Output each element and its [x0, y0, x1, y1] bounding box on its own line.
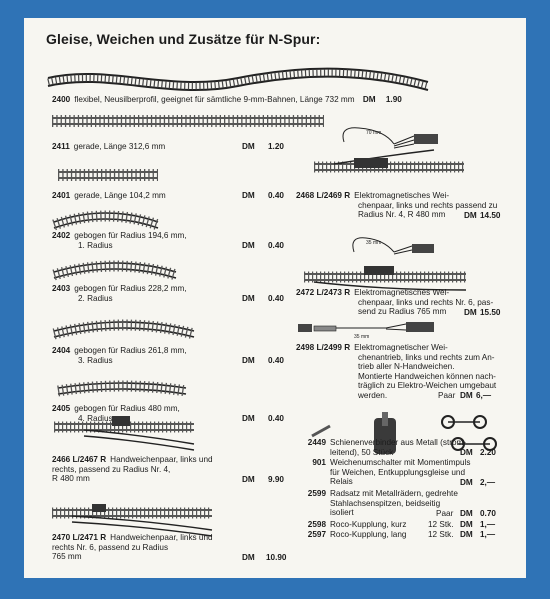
entry-price: 0.70	[480, 509, 496, 518]
entry-2449	[302, 438, 506, 457]
entry-unit: Paar	[436, 509, 454, 518]
cable-length-label-a: 70 mm	[366, 130, 382, 136]
entry-text: gerade, Länge 312,6 mm	[73, 142, 166, 151]
entry-currency: DM	[464, 308, 477, 317]
entry-text: chenpaar, links und rechts passend zu	[358, 200, 498, 210]
entry-2400	[52, 95, 512, 105]
entry-text: 3. Radius	[78, 355, 113, 365]
entry-2498-2499	[296, 343, 506, 401]
entry-price: 2,—	[480, 478, 496, 487]
entry-number: 2598	[307, 520, 326, 529]
entry-currency: DM	[242, 475, 255, 484]
entry-currency: DM	[460, 478, 473, 487]
entry-price: 9.90	[268, 475, 284, 484]
entry-text: Roco-Kupplung, kurz	[330, 520, 407, 529]
entry-2468-2469	[296, 191, 506, 220]
entry-number: 2599	[307, 489, 326, 498]
entry-number: 2498 L/2499 R	[296, 343, 351, 352]
entry-currency: DM	[460, 391, 473, 400]
entry-text: Weichenumschalter mit Momentimpuls	[330, 458, 471, 467]
entry-number: 2405	[52, 404, 71, 413]
entry-number: 2449	[307, 438, 326, 447]
entry-2401	[52, 191, 292, 201]
entry-currency: DM	[242, 414, 255, 423]
entry-number: 2597	[307, 530, 326, 539]
entry-text: gebogen für Radius 480 mm,	[74, 404, 180, 413]
entry-901	[302, 458, 506, 487]
entry-text: flexibel, Neusilberprofil, geeignet für sämtliche 9-mm-Bahnen, Länge 732 mm	[74, 95, 355, 104]
entry-text: chenpaar, links und rechts Nr. 6, pas-	[358, 297, 494, 307]
straight-track-short-image	[58, 168, 158, 182]
entry-currency: DM	[242, 191, 255, 200]
entry-text: Elektromagnetischer Wei-	[354, 343, 448, 352]
entry-number: 2466 L/2467 R	[52, 455, 107, 464]
entry-currency: DM	[460, 530, 473, 539]
turnout-motor-image	[296, 318, 446, 342]
entry-currency: DM	[242, 241, 255, 250]
entry-currency: DM	[460, 509, 473, 518]
entry-text: 2. Radius	[78, 293, 113, 303]
entry-text: Handweichenpaar, links und	[110, 533, 213, 542]
entry-2411	[52, 142, 292, 152]
entry-currency: DM	[242, 142, 255, 151]
entry-currency: DM	[460, 520, 473, 529]
entry-currency: DM	[242, 553, 255, 562]
entry-number: 2401	[52, 191, 71, 200]
entry-price: 0.40	[268, 356, 284, 365]
entry-price: 2.20	[480, 448, 496, 457]
entry-price: 1.90	[385, 95, 402, 104]
entry-text: trieb aller N-Handweichen.	[358, 362, 455, 372]
entry-price: 1.20	[268, 142, 284, 151]
entry-text: Radsatz mit Metallrädern, gedrehte	[330, 489, 458, 498]
entry-text: gebogen für Radius 228,2 mm,	[74, 284, 187, 293]
entry-2466-2467	[52, 455, 292, 484]
entry-text: Montierte Handweichen können nach-	[358, 371, 496, 381]
entry-number: 901	[312, 458, 326, 467]
entry-text: 1. Radius	[78, 240, 113, 250]
straight-track-long-image	[52, 114, 324, 128]
entry-number: 2404	[52, 346, 71, 355]
entry-text: Handweichenpaar, links und	[110, 455, 213, 464]
entry-text: 765 mm	[52, 552, 82, 562]
cable-length-label-c: 35 mm	[354, 334, 370, 340]
entry-text: Elektromagnetisches Wei-	[354, 288, 450, 297]
entry-number: 2468 L/2469 R	[296, 191, 351, 200]
entry-number: 2472 L/2473 R	[296, 288, 351, 297]
entry-currency: DM	[242, 294, 255, 303]
curved-track-r3-image	[54, 315, 194, 335]
curved-track-r4-image	[58, 376, 186, 392]
entry-price: 0.40	[268, 414, 284, 423]
flex-track-image	[48, 64, 428, 98]
entry-text: Elektromagnetisches Wei-	[354, 191, 450, 200]
entry-text: gebogen für Radius 194,6 mm,	[74, 231, 187, 240]
entry-currency: DM	[460, 448, 473, 457]
entry-currency: DM	[362, 95, 376, 104]
entry-price: 0.40	[268, 191, 284, 200]
entry-text: rechts, passend zu Radius Nr. 4,	[52, 464, 171, 474]
entry-price: 1,—	[480, 520, 496, 529]
cable-length-label-b: 35 mm	[366, 240, 382, 246]
entry-number: 2400	[52, 95, 71, 104]
entry-unit: Paar	[438, 391, 456, 400]
entry-2598	[302, 520, 506, 530]
entry-text: leitend), 50 Stück	[330, 447, 394, 457]
entry-number: 2411	[52, 142, 70, 151]
entry-price: 15.50	[480, 308, 501, 317]
curved-track-r2-image	[54, 256, 176, 276]
entry-currency: DM	[242, 356, 255, 365]
curved-track-r1-image	[54, 206, 158, 226]
entry-text: R 480 mm	[52, 474, 90, 484]
entry-unit: 12 Stk.	[428, 530, 454, 539]
entry-text: Relais	[330, 477, 353, 487]
entry-2472-2473	[296, 288, 506, 317]
entry-2402	[52, 231, 292, 250]
entry-text: träglich zu Elektro-Weichen umgebaut	[358, 381, 497, 391]
entry-price: 6,—	[476, 391, 492, 400]
entry-text: Roco-Kupplung, lang	[330, 530, 407, 539]
electric-turnout-pair-nr6-image	[304, 236, 466, 292]
entry-price: 14.50	[480, 211, 501, 220]
entry-text: 4. Radius	[78, 413, 113, 423]
entry-price: 10.90	[266, 553, 287, 562]
entry-text: gerade, Länge 104,2 mm	[74, 191, 166, 200]
page-title: Gleise, Weichen und Zusätze für N-Spur:	[46, 31, 321, 47]
entry-text: chenantrieb, links und rechts zum An-	[358, 352, 495, 362]
entry-text: Schienenverbinder aus Metall (strom-	[330, 438, 467, 447]
entry-text: gebogen für Radius 261,8 mm,	[74, 346, 187, 355]
catalog-page	[24, 18, 526, 578]
entry-2597	[302, 530, 506, 540]
entry-2470-2471	[52, 533, 292, 562]
entry-price: 0.40	[268, 294, 284, 303]
manual-turnout-pair-nr6-image	[52, 502, 212, 532]
entry-text: Stahlachsenspitzen, beidseitig	[330, 498, 441, 508]
entry-2405	[52, 404, 292, 423]
entry-2404	[52, 346, 292, 365]
entry-text: rechts Nr. 6, passend zu Radius	[52, 542, 169, 552]
entry-number: 2470 L/2471 R	[52, 533, 107, 542]
electric-turnout-pair-r4-image	[314, 126, 464, 182]
entry-unit: 12 Stk.	[428, 520, 454, 529]
entry-2599	[302, 489, 506, 518]
entry-price: 1,—	[480, 530, 496, 539]
entry-text: werden.	[358, 390, 388, 400]
entry-price: 0.40	[268, 241, 284, 250]
entry-text: isoliert	[330, 508, 354, 518]
entry-text: Radius Nr. 4, R 480 mm	[358, 210, 446, 220]
entry-2403	[52, 284, 292, 303]
entry-currency: DM	[464, 211, 477, 220]
entry-text: send zu Radius 765 mm	[358, 307, 447, 317]
entry-number: 2403	[52, 284, 71, 293]
entry-text: für Weichen, Entkupplungsgleise und	[330, 467, 466, 477]
entry-number: 2402	[52, 231, 71, 240]
